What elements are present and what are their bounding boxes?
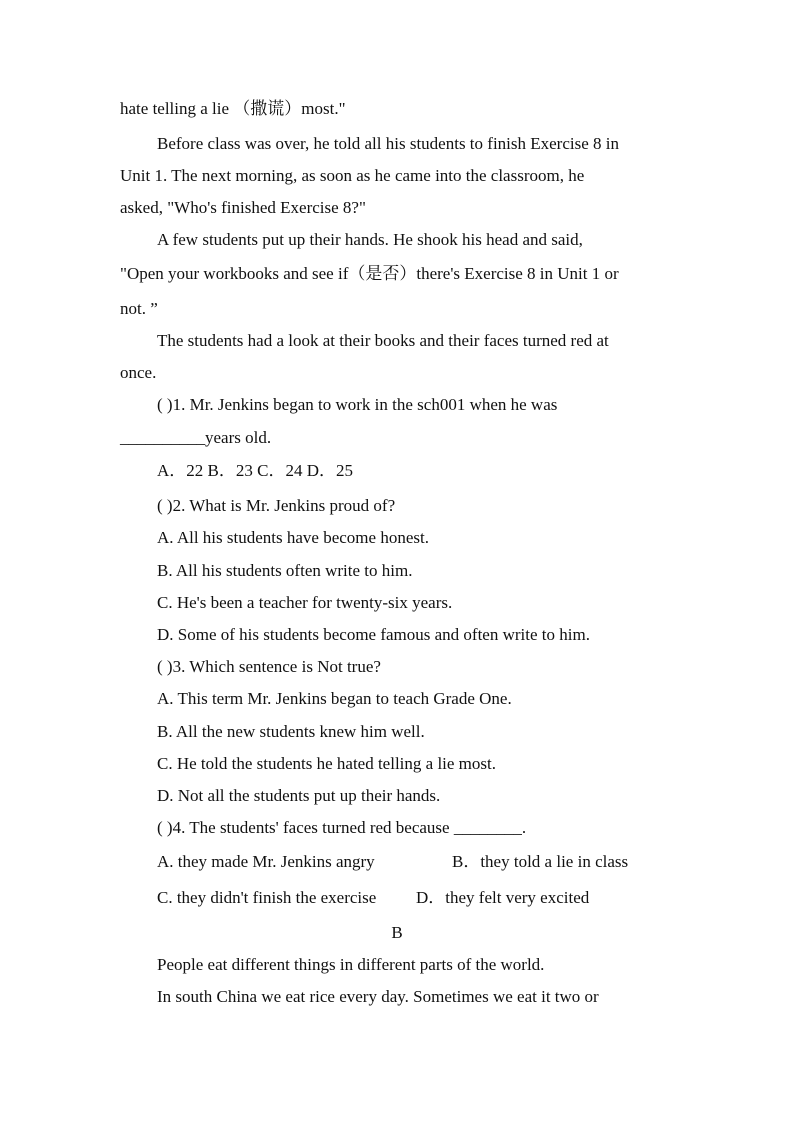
text-line: asked, "Who's finished Exercise 8?" — [120, 198, 366, 217]
question-1: ( )1. Mr. Jenkins began to work in the sch001 when he was — [157, 395, 558, 414]
option-line: B. All his students often write to him. — [157, 561, 413, 580]
option-line: B. All the new students knew him well. — [157, 722, 425, 741]
text-line: A few students put up their hands. He shook his head and said, — [157, 230, 583, 249]
option-line: D．they felt very excited — [416, 888, 590, 907]
text-line: People eat different things in different parts of the world. — [157, 955, 545, 974]
options-q1: A．22 B．23 C．24 D．25 — [157, 461, 353, 480]
question-3: ( )3. Which sentence is Not true? — [157, 657, 381, 676]
question-2: ( )2. What is Mr. Jenkins proud of? — [157, 496, 396, 515]
text-line: not. ” — [120, 299, 158, 318]
text-line: "Open your workbooks and see if（是否）there's Exercise 8 in Unit 1 or — [120, 264, 619, 283]
text-line: hate telling a lie （撒谎）most." — [120, 99, 346, 118]
option-line: D. Not all the students put up their hands. — [157, 786, 441, 805]
text-line: Unit 1. The next morning, as soon as he came into the classroom, he — [120, 166, 585, 185]
text-line: Before class was over, he told all his students to finish Exercise 8 in — [157, 134, 619, 153]
option-line: D. Some of his students become famous and often write to him. — [157, 625, 590, 644]
option-line: C. He told the students he hated telling a lie most. — [157, 754, 496, 773]
text-line: __________years old. — [120, 428, 272, 447]
option-line: A. they made Mr. Jenkins angry — [157, 852, 375, 871]
text-line: once. — [120, 363, 157, 382]
text-line: In south China we eat rice every day. Sometimes we eat it two or — [157, 987, 599, 1006]
option-line: C. they didn't finish the exercise — [157, 888, 377, 907]
text-line: The students had a look at their books and their faces turned red at — [157, 331, 609, 350]
option-line: B．they told a lie in class — [452, 852, 629, 871]
option-line: A. All his students have become honest. — [157, 528, 429, 547]
option-line: C. He's been a teacher for twenty-six years. — [157, 593, 453, 612]
section-heading: B — [391, 923, 403, 942]
question-4: ( )4. The students' faces turned red because ________. — [157, 818, 527, 837]
option-line: A. This term Mr. Jenkins began to teach Grade One. — [157, 689, 512, 708]
